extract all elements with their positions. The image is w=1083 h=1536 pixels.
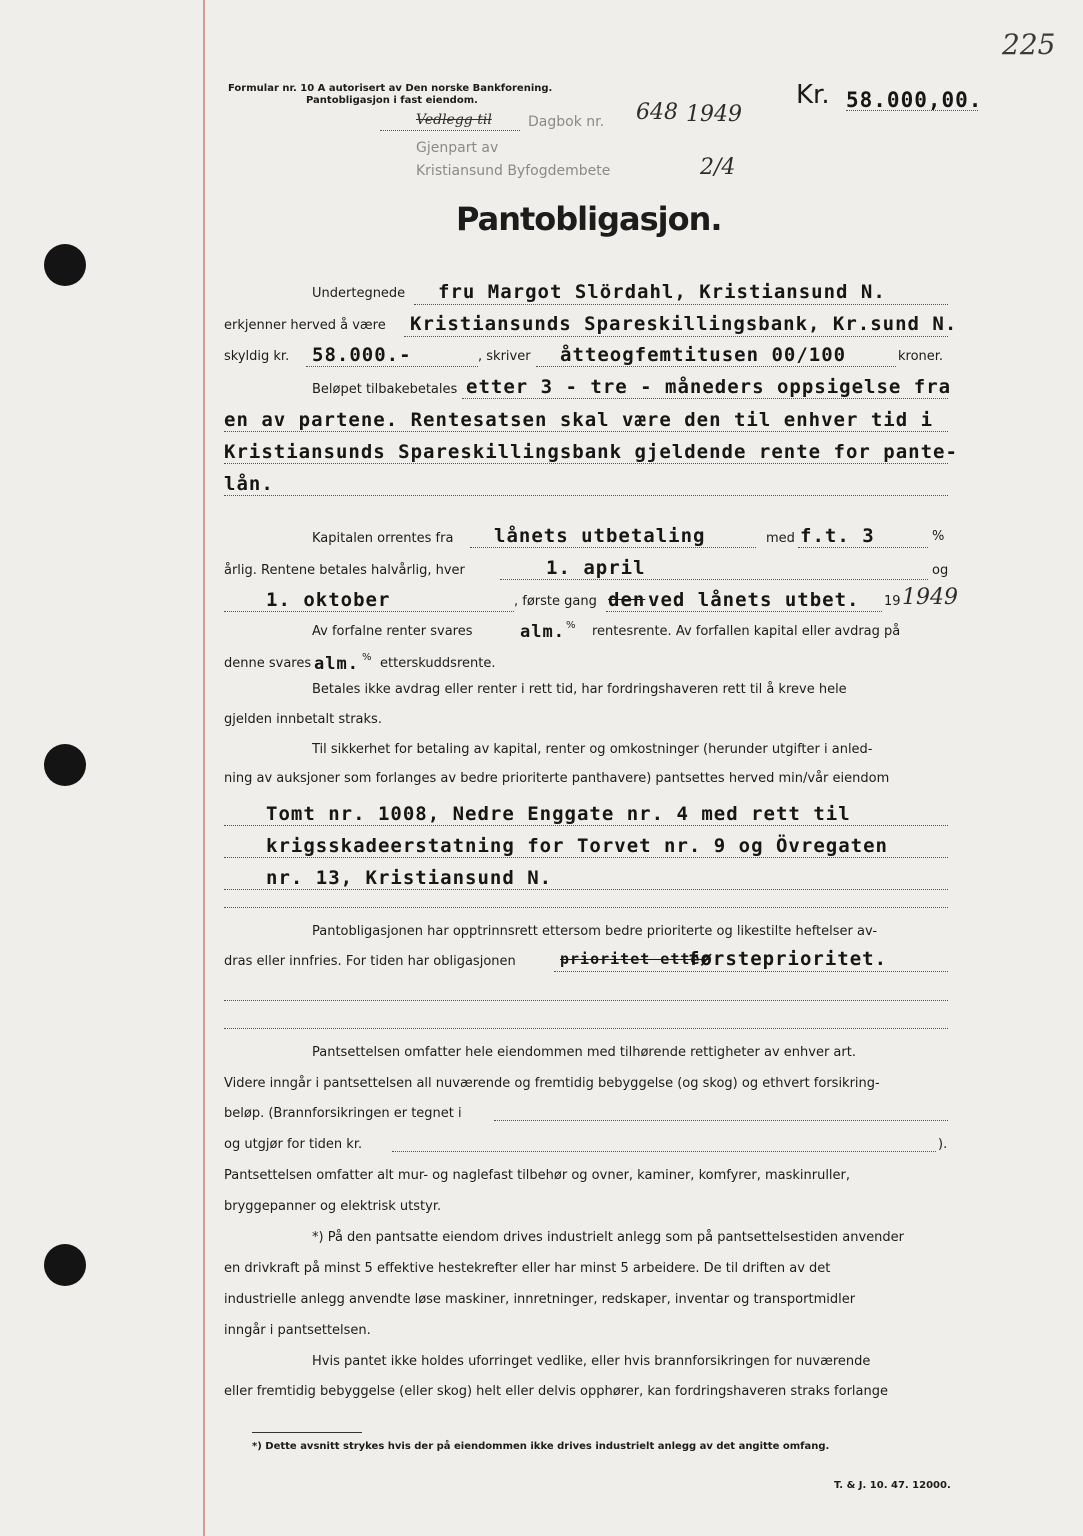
stamp-office: Kristiansund Byfogdembete (416, 163, 611, 179)
punch-hole (44, 244, 86, 286)
fill-line (224, 1028, 948, 1029)
omfatter-line-1: Pantsettelsen omfatter hele eiendommen med tilhørende rettigheter av enhver art. (312, 1045, 856, 1060)
amount-line (846, 110, 978, 111)
forste-gang-year: 1949 (902, 585, 958, 610)
kapitalen-label: Kapitalen orrentes fra (312, 531, 454, 546)
forfalne-value: alm. (520, 622, 565, 642)
kroner-label: kroner. (898, 349, 944, 364)
industri-line-1: *) På den pantsatte eiendom drives industrielt anlegg som på pantsettelsestiden anvender (312, 1230, 905, 1245)
omfatter-line-4: og utgjør for tiden kr. (224, 1137, 363, 1152)
sikkerhet-line-1: Til sikkerhet for betaling av kapital, renter og omkostninger (herunder utgifter i anled- (312, 742, 873, 757)
fill-line (470, 547, 756, 548)
fill-line (500, 579, 928, 580)
fill-line (536, 366, 896, 367)
amount-label: Kr. (796, 80, 830, 110)
denne-value: alm. (314, 654, 359, 674)
skyldig-label: skyldig kr. (224, 349, 290, 364)
hvis-line-1: Hvis pantet ikke holdes uforringet vedlike, eller hvis brannforsikringen for nuværende (312, 1354, 871, 1369)
industri-line-4: inngår i pantsettelsen. (224, 1323, 371, 1338)
footnote: *) Dette avsnitt strykes hvis der på eiendommen ikke drives industrielt anlegg av det angitte omfang. (252, 1441, 830, 1452)
property-line-1: Tomt nr. 1008, Nedre Enggate nr. 4 med rett til (266, 803, 851, 825)
form-header-line1: Formular nr. 10 A autorisert av Den norske Bankforening. (228, 83, 553, 94)
opptrinn-struck: prioritet etter (560, 950, 711, 968)
fill-line (224, 495, 948, 496)
skriver-value: åtteogfemtitusen 00/100 (560, 344, 847, 366)
med-label: med (766, 531, 795, 546)
fill-line (392, 1151, 936, 1152)
amount-value: 58.000,00. (846, 88, 983, 112)
belop-line-3: Kristiansunds Spareskillingsbank gjeldende rente for pante- (224, 441, 958, 463)
industri-line-3: industrielle anlegg anvendte løse maskiner, innretninger, redskaper, inventar og transportmidler (224, 1292, 856, 1307)
fill-line (306, 366, 478, 367)
omfatter-line-4-end: ). (938, 1137, 948, 1152)
fill-line (224, 825, 948, 826)
denne-rest: etterskuddsrente. (380, 656, 496, 671)
punch-hole (44, 744, 86, 786)
fill-line (554, 971, 948, 972)
footnote-rule (252, 1432, 362, 1433)
skyldig-value: 58.000.- (312, 344, 412, 366)
undertegnede-label: Undertegnede (312, 286, 406, 301)
fill-line (404, 336, 948, 337)
kapitalen-value: lånets utbetaling (494, 525, 706, 547)
denne-label: denne svares (224, 656, 312, 671)
fill-line (224, 857, 948, 858)
denne-percent: % (362, 652, 372, 663)
belop-label: Beløpet tilbakebetales (312, 382, 458, 397)
mur-line-1: Pantsettelsen omfatter alt mur- og naglefast tilbehør og ovner, kaminer, komfyrer, maskinruller, (224, 1168, 851, 1183)
opptrinn-line-1: Pantobligasjonen har opptrinnsrett ettersom bedre prioriterte og likestilte heftelser av- (312, 924, 878, 939)
printer-mark: T. & J. 10. 47. 12000. (834, 1480, 951, 1491)
belop-line-1: etter 3 - tre - måneders oppsigelse fra (466, 376, 952, 398)
fill-line (798, 547, 928, 548)
stamp-struck-word: Vedlegg til (416, 112, 492, 128)
margin-rule (203, 0, 205, 1536)
forste-gang-label: , første gang (514, 594, 597, 609)
oktober-value: 1. oktober (266, 589, 391, 611)
property-line-2: krigsskadeerstatning for Torvet nr. 9 og Övregaten (266, 835, 888, 857)
hvis-line-2: eller fremtidig bebyggelse (eller skog) helt eller delvis opphører, kan fordringshaveren straks forlange (224, 1384, 888, 1399)
omfatter-line-2: Videre inngår i pantsettelsen all nuværende og fremtidig bebyggelse (og skog) og ethvert forsikring- (224, 1076, 880, 1091)
erkjenner-value: Kristiansunds Spareskillingsbank, Kr.sund N. (410, 313, 958, 335)
page-title: Pantobligasjon. (456, 200, 722, 238)
forfalne-percent: % (566, 620, 576, 631)
belop-line-2: en av partene. Rentesatsen skal være den til enhver tid i (224, 409, 934, 431)
stamp-dagbok-label: Dagbok nr. (528, 114, 605, 130)
opptrinn-value: førsteprioritet. (688, 948, 888, 970)
property-line-3: nr. 13, Kristiansund N. (266, 867, 553, 889)
fill-line (224, 611, 514, 612)
belop-line-4: lån. (224, 473, 274, 495)
form-header-line2: Pantobligasjon i fast eiendom. (306, 95, 478, 106)
stamp-gjenpart: Gjenpart av (416, 140, 499, 156)
forste-gang-value: ved lånets utbet. (648, 589, 860, 611)
page-number: 225 (1002, 28, 1056, 61)
erkjenner-label: erkjenner herved å være (224, 318, 386, 333)
industri-line-2: en drivkraft på minst 5 effektive hestekrefter eller har minst 5 arbeidere. De til driften av det (224, 1261, 831, 1276)
stamp-year: 1949 (686, 102, 742, 127)
forfalne-label: Av forfalne renter svares (312, 624, 473, 639)
arlig-label: årlig. Rentene betales halvårlig, hver (224, 563, 465, 578)
sikkerhet-line-2: ning av auksjoner som forlanges av bedre prioriterte panthavere) pantsettes herved min/vår eiendom (224, 771, 890, 786)
opptrinn-line-2: dras eller innfries. For tiden har obligasjonen (224, 954, 516, 969)
fill-line (224, 1000, 948, 1001)
fill-line (224, 889, 948, 890)
fill-line (494, 1120, 948, 1121)
og-label: og (932, 563, 949, 578)
fill-line (414, 304, 948, 305)
stamp-date: 2/4 (700, 155, 736, 180)
forfalne-rest: rentesrente. Av forfallen kapital eller avdrag på (592, 624, 901, 639)
punch-hole (44, 1244, 86, 1286)
mur-line-2: bryggepanner og elektrisk utstyr. (224, 1199, 442, 1214)
stamp-line (380, 130, 520, 131)
undertegnede-value: fru Margot Slördahl, Kristiansund N. (438, 281, 886, 303)
fill-line (224, 463, 948, 464)
forste-gang-struck: den (608, 589, 646, 611)
fill-line (462, 398, 948, 399)
betales-line-2: gjelden innbetalt straks. (224, 712, 382, 727)
med-value: f.t. 3 (800, 525, 875, 547)
skriver-label: , skriver (478, 349, 531, 364)
fill-line (606, 611, 882, 612)
fill-line (224, 907, 948, 908)
stamp-dagbok-number: 648 (636, 100, 678, 125)
percent-sign: % (932, 529, 945, 544)
arlig-value: 1. april (546, 557, 646, 579)
forste-gang-year-prefix: 19 (884, 594, 901, 609)
betales-line-1: Betales ikke avdrag eller renter i rett tid, har fordringshaveren rett til å kreve hele (312, 682, 847, 697)
omfatter-line-3: beløp. (Brannforsikringen er tegnet i (224, 1106, 462, 1121)
fill-line (224, 431, 948, 432)
